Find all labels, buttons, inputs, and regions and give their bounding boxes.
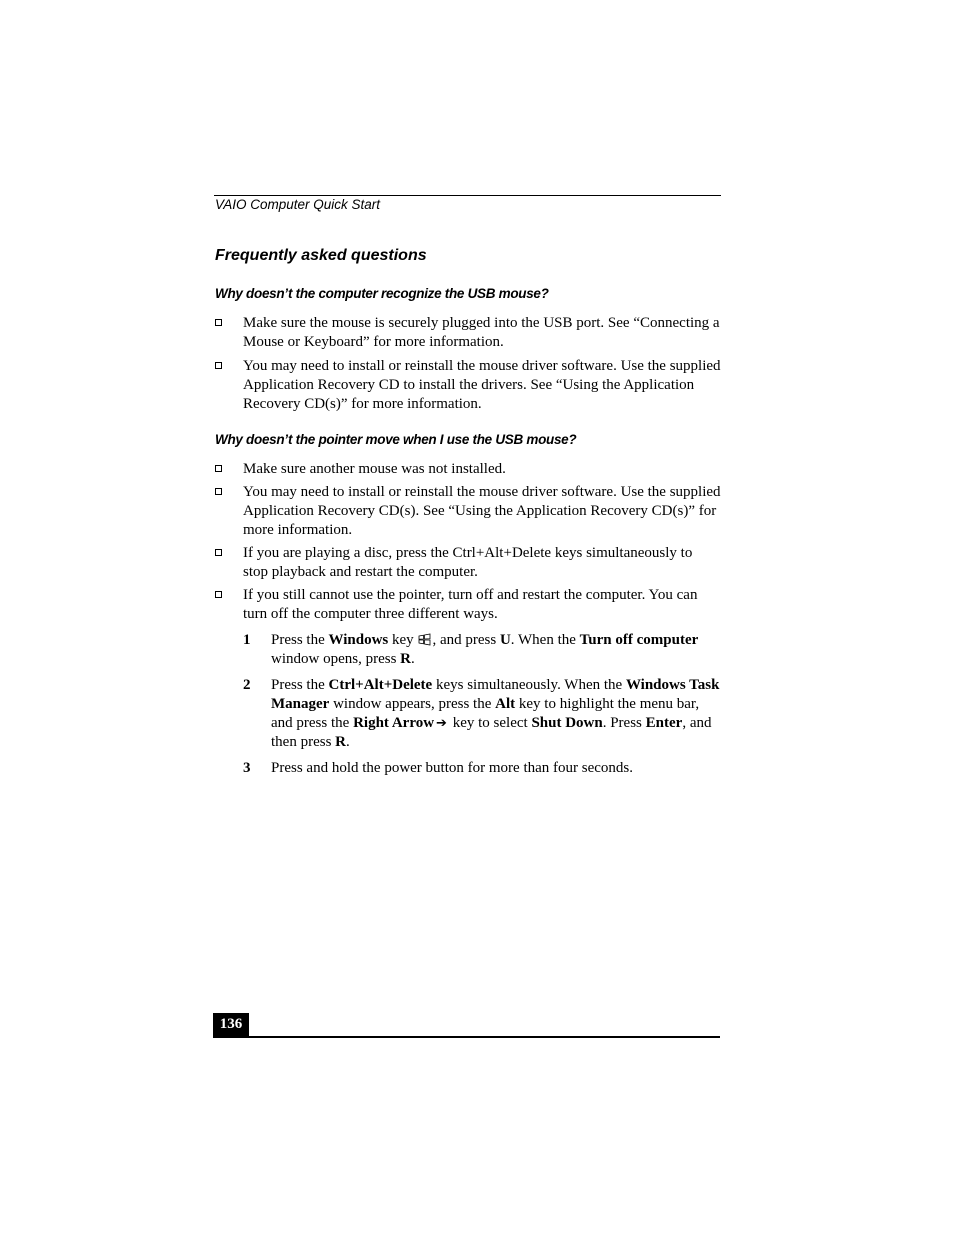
- list-item: [215, 544, 721, 582]
- step-1: [243, 631, 721, 669]
- windows-key-icon: [418, 633, 431, 646]
- step-2: [243, 676, 721, 752]
- page-number: 136: [213, 1013, 249, 1037]
- list-item: [215, 483, 721, 539]
- list-item: [215, 357, 721, 413]
- running-head: VAIO Computer Quick Start: [215, 197, 381, 212]
- list-item-text: If you are playing a disc, press the Ctrl+Alt+Delete keys simultaneously to stop playback and restart the computer.: [243, 545, 693, 580]
- checkbox-bullet-icon: [215, 465, 222, 472]
- checkbox-bullet-icon: [215, 362, 222, 369]
- list-item: [215, 314, 721, 352]
- checkbox-bullet-icon: [215, 591, 222, 598]
- list-item-text: You may need to install or reinstall the mouse driver software. Use the supplied Application Recovery CD(s). See “Using the Application Recovery CD(s)” for more information.: [243, 484, 721, 538]
- checkbox-bullet-icon: [215, 549, 222, 556]
- list-item-text: Make sure another mouse was not installed.: [243, 461, 506, 477]
- step-number: 2: [243, 677, 251, 693]
- step-text: Press and hold the power button for more than four seconds.: [271, 760, 634, 776]
- list-item-text: You may need to install or reinstall the mouse driver software. Use the supplied Application Recovery CD to install the drivers. See “Using the Application Recovery CD(s)” for more information.: [243, 358, 721, 412]
- step-number: 1: [243, 632, 251, 648]
- list-item-text: If you still cannot use the pointer, turn off and restart the computer. You can turn off the computer three different ways.: [243, 587, 698, 622]
- list-item: [215, 586, 721, 624]
- list-item-text: Make sure the mouse is securely plugged into the USB port. See “Connecting a Mouse or Keyboard” for more information.: [243, 315, 720, 350]
- list-item: [215, 460, 721, 479]
- footer-rule: [213, 1036, 720, 1038]
- step-text: Press the Windows key , and press U. When the Turn off computer window opens, press R.: [271, 632, 699, 667]
- checkbox-bullet-icon: [215, 319, 222, 326]
- step-text: Press the Ctrl+Alt+Delete keys simultaneously. When the Windows Task Manager window appears, press the Alt key to highlight the menu bar, and press the Right Arrow ➔ key to select Shut Down. Press Enter, and then press R.: [271, 677, 720, 751]
- section-title: Frequently asked questions: [215, 247, 427, 264]
- header-rule: [214, 195, 721, 196]
- right-arrow-icon: ➔: [436, 715, 447, 731]
- checkbox-bullet-icon: [215, 488, 222, 495]
- step-3: [243, 759, 721, 778]
- step-number: 3: [243, 760, 251, 776]
- question-2-heading: Why doesn’t the pointer move when I use the USB mouse?: [215, 432, 577, 447]
- question-1-heading: Why doesn’t the computer recognize the USB mouse?: [215, 286, 549, 301]
